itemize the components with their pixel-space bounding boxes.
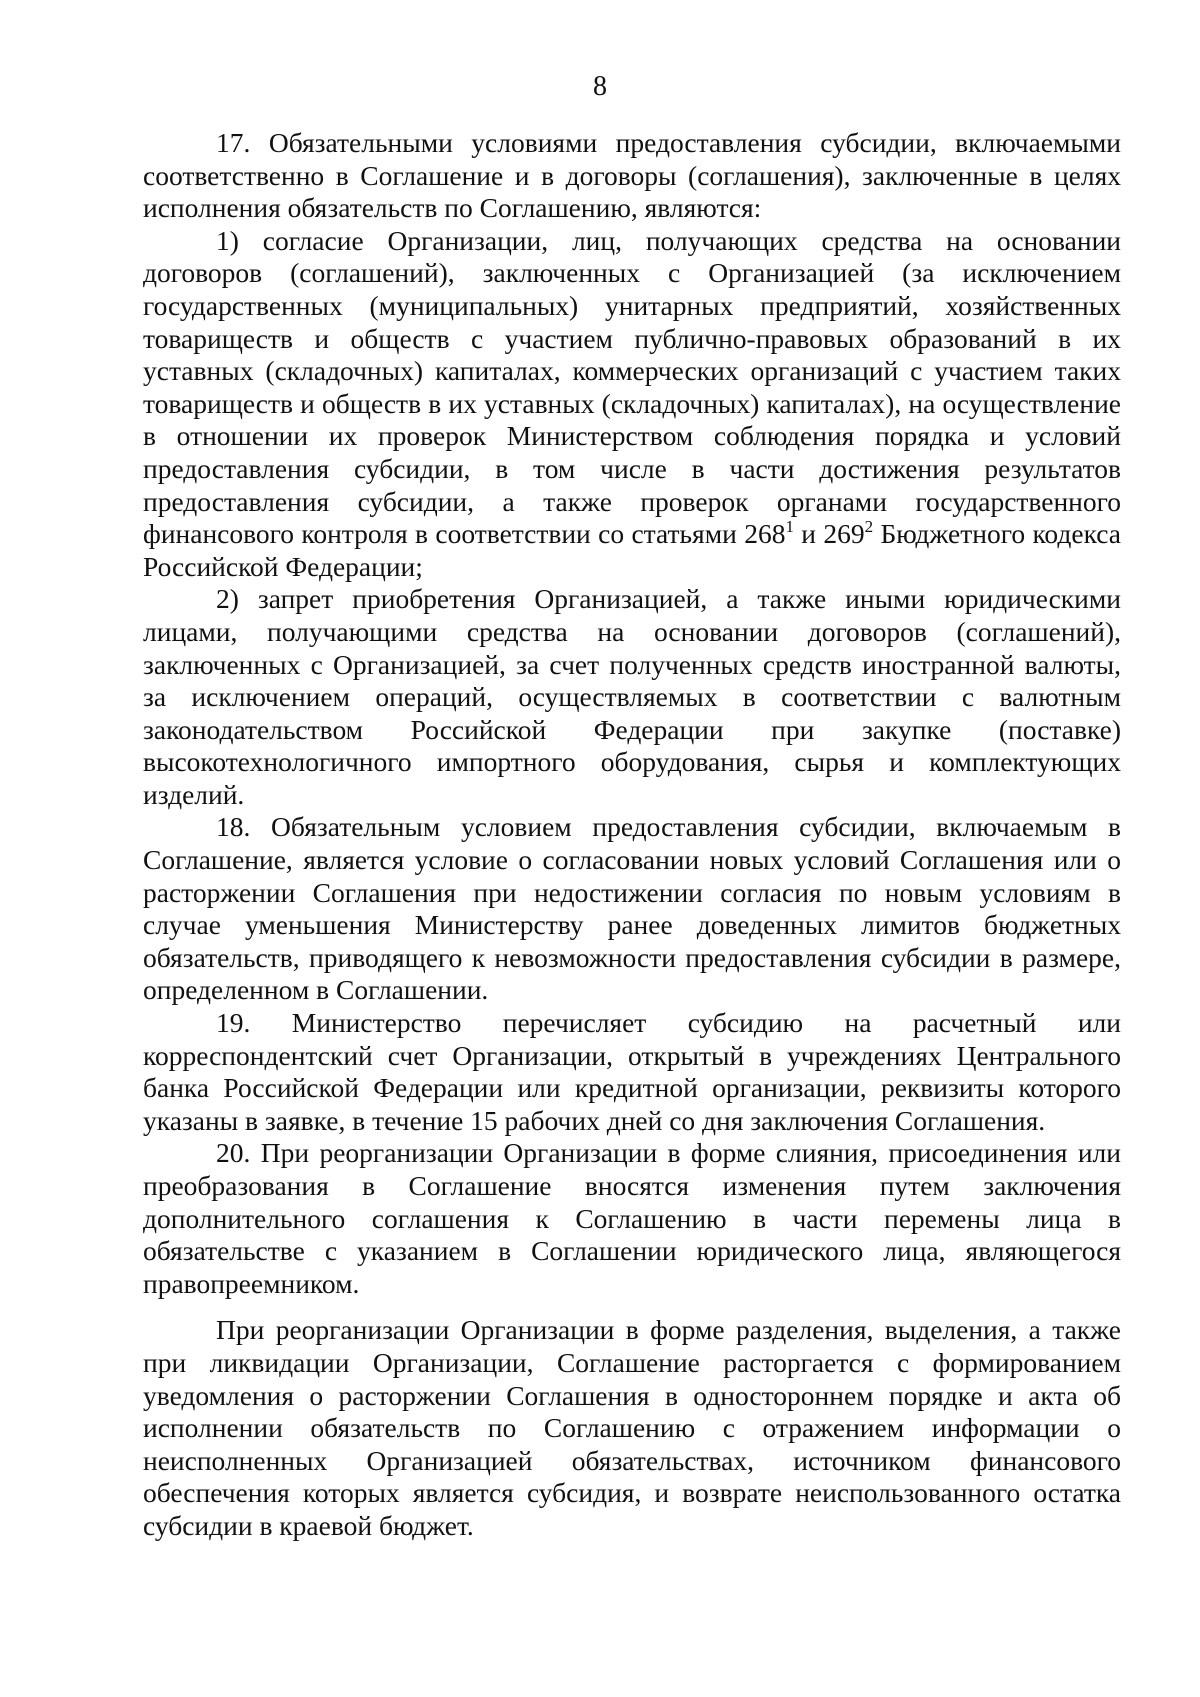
- paragraph-text: Бюджетного кодекса Российской Федерации;: [143, 518, 1121, 582]
- document-body: [143, 127, 1121, 1543]
- paragraph-20-continued: При реорганизации Организации в форме разделения, выделения, а также при ликвидации Организации, Соглашение расторгается с формированием уведомления о расторжении Соглашения в одностороннем порядке и акта об исполнении обязательств по Соглашению с отражением информации о неисполненных Организацией обязательствах, источником финансового обеспечения которых является субсидия, и возврате неиспользованного остатка субсидии в краевой бюджет.: [143, 1314, 1121, 1541]
- paragraph-text: 1) согласие Организации, лиц, получающих средства на основании договоров (соглашений), заключенных с Организацией (за исключением государственных (муниципальных) унитарных предприятий, хозяйственных товариществ и обществ с участием публично-правовых образований в их уставных (складочных) капиталах, коммерческих организаций с участием таких товариществ и обществ в их уставных (складочных) капиталах), на осуществление в отношении их проверок Министерством соблюдения порядка и условий предоставления субсидии, в том числе в части достижения результатов предоставления субсидии, а также проверок органами государственного финансового контроля в соответствии со статьями: [143, 224, 1121, 550]
- paragraph-19: 19. Министерство перечисляет субсидию на расчетный или корреспондентский счет Организации, открытый в учреждениях Центрального банка Российской Федерации или кредитной организации, реквизиты которого указаны в заявке, в течение 15 рабочих дней со дня заключения Соглашения.: [143, 1007, 1121, 1136]
- article-number: 268: [744, 518, 786, 550]
- article-number: 269: [823, 518, 865, 550]
- paragraph-18: 18. Обязательным условием предоставления субсидии, включаемым в Соглашение, является условие о согласовании новых условий Соглашения или о расторжении Соглашения при недостижении согласия по новым условиям в случае уменьшения Министерству ранее доведенных лимитов бюджетных обязательств, приводящего к невозможности предоставления субсидии в размере, определенном в Соглашении.: [143, 811, 1121, 1006]
- article-superscript: 2: [864, 517, 874, 537]
- article-superscript: 1: [785, 517, 794, 537]
- paragraph-17-item-2: 2) запрет приобретения Организацией, а также иными юридическими лицами, получающими средства на основании договоров (соглашений), заключенных с Организацией, за счет полученных средств иностранной валюты, за исключением операций, осуществляемых в соответствии с валютным законодательством Российской Федерации при закупке (поставке) высокотехнологичного импортного оборудования, сырья и комплектующих изделий.: [143, 583, 1121, 810]
- paragraph-17-item-1: [143, 225, 1121, 584]
- paragraph-17: 17. Обязательными условиями предоставления субсидии, включаемыми соответственно в Соглашение и в договоры (соглашения), заключенные в целях исполнения обязательств по Соглашению, являются:: [143, 127, 1121, 224]
- page-number: 8: [593, 71, 607, 102]
- paragraph-text: и: [793, 518, 824, 550]
- paragraph-20: 20. При реорганизации Организации в форме слияния, присоединения или преобразования в Соглашение вносятся изменения путем заключения дополнительного соглашения к Соглашению в части перемены лица в обязательстве с указанием в Соглашении юридического лица, являющегося правопреемником.: [143, 1137, 1121, 1299]
